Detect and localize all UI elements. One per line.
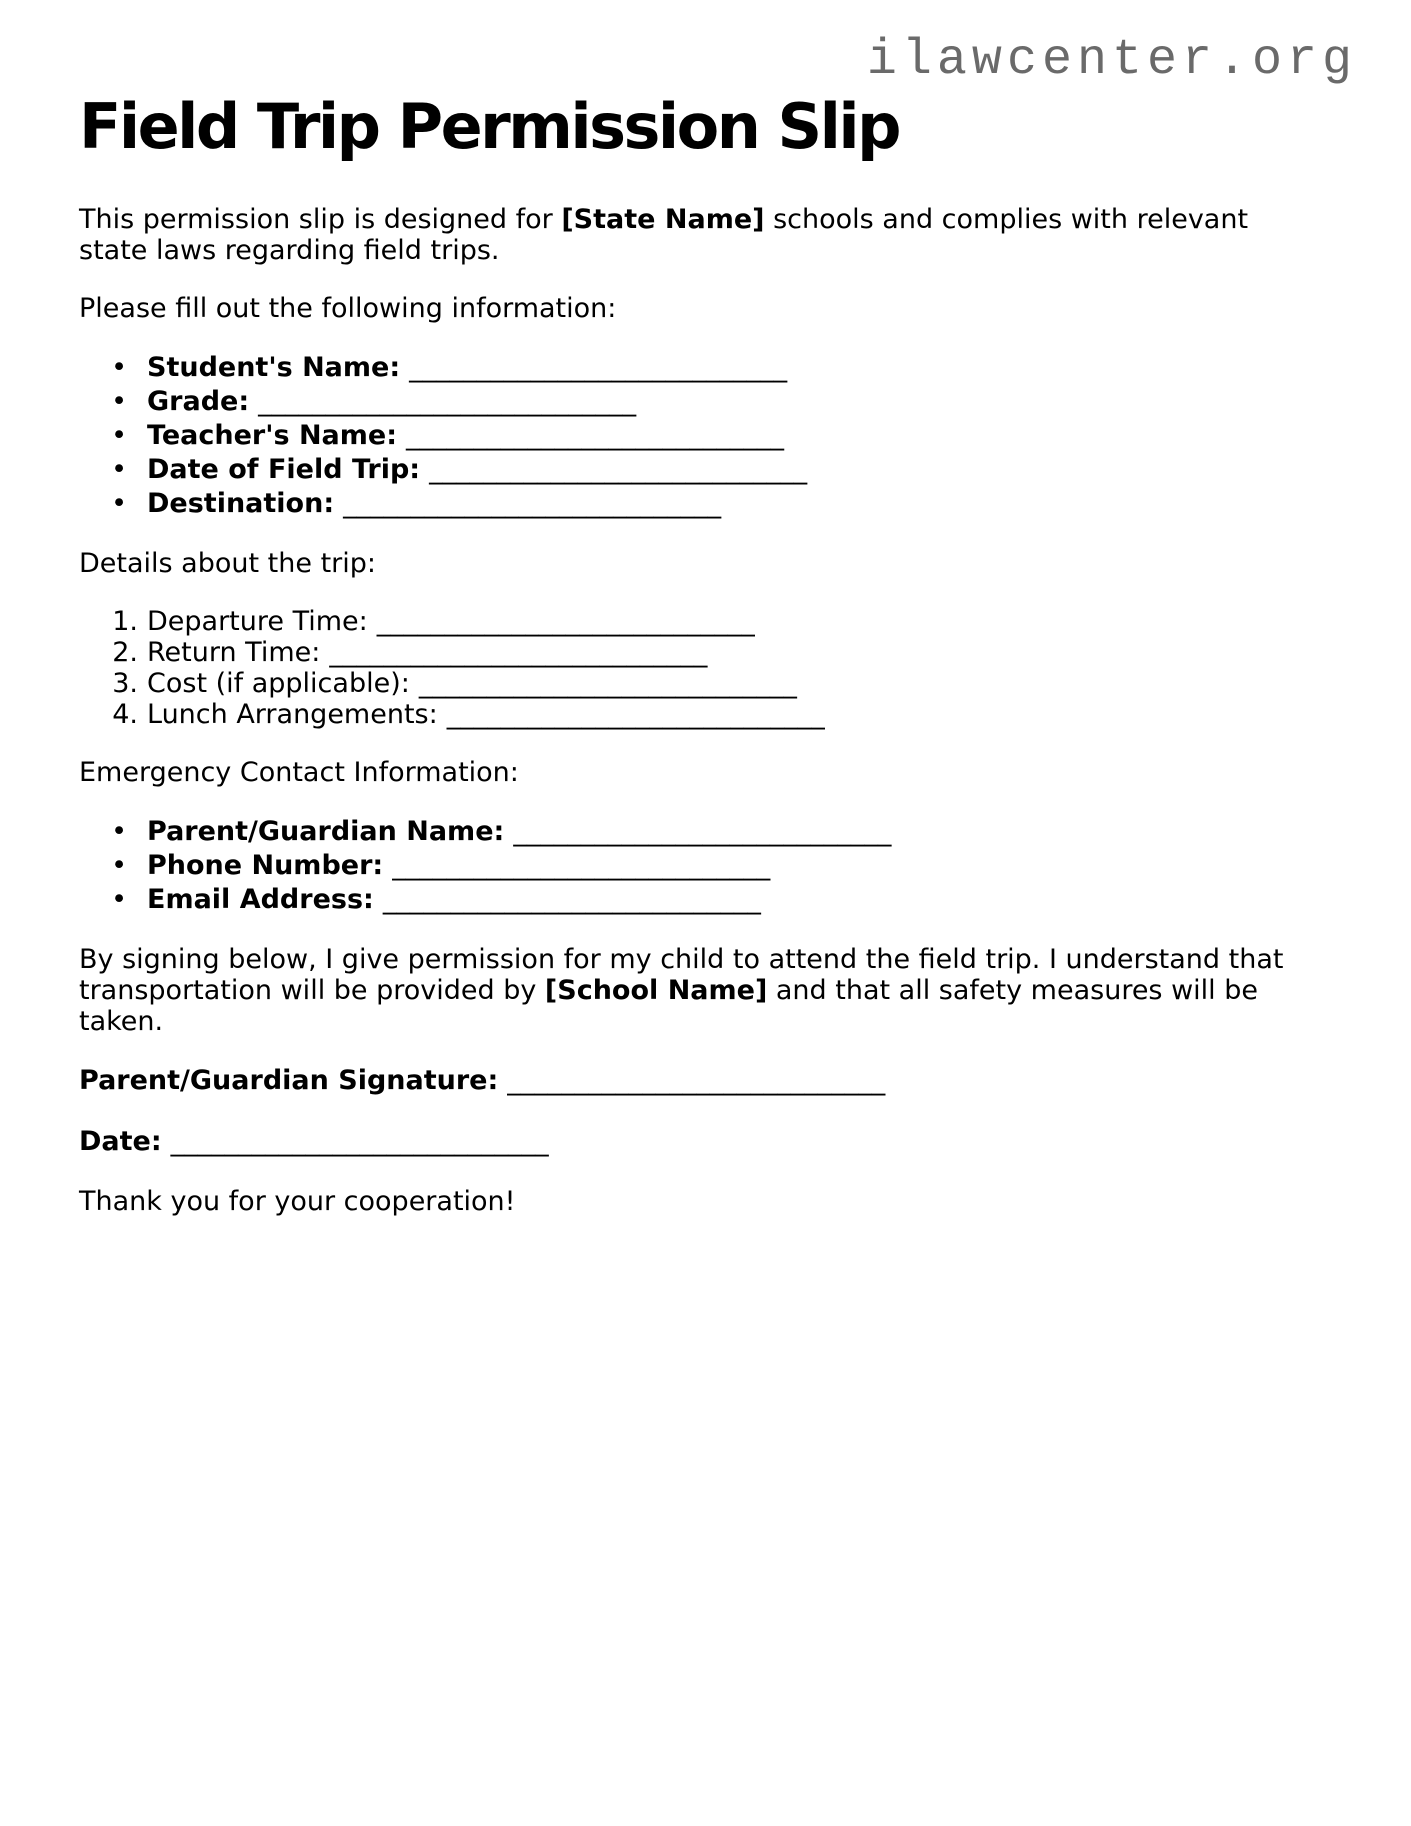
student-info-list (79, 351, 1314, 521)
blank-line: ____________________________ (409, 352, 788, 383)
field-label: Cost (if applicable): (147, 668, 410, 699)
field-label: Date of Field Trip: (147, 454, 421, 485)
details-heading: Details about the trip: (79, 548, 376, 579)
blank-line: ____________________________ (418, 668, 797, 699)
field-label: Return Time: (147, 637, 321, 668)
page-title: Field Trip Permission Slip (79, 90, 899, 163)
bullet-icon: • (111, 488, 127, 519)
state-name-placeholder: [State Name] (561, 204, 765, 235)
field-row-trip-date (79, 453, 1314, 487)
blank-line: ____________________________ (382, 884, 761, 915)
blank-line: ____________________________ (406, 420, 785, 451)
field-row-cost (79, 668, 1314, 699)
field-row-email-address (79, 883, 1314, 917)
date-row (79, 1125, 1314, 1159)
field-label: Student's Name: (147, 352, 401, 383)
blank-line: ____________________________ (329, 637, 708, 668)
signature-row (79, 1064, 1314, 1098)
intro-line2: state laws regarding field trips. (79, 235, 500, 266)
field-label: Grade: (147, 386, 250, 417)
blank-line: ____________________________ (392, 850, 771, 881)
bullet-icon: • (111, 386, 127, 417)
field-row-return-time (79, 637, 1314, 668)
date-label: Date: (79, 1126, 162, 1157)
bullet-icon: • (111, 454, 127, 485)
trip-details-list (79, 606, 1314, 730)
closing-message: Thank you for your cooperation! (79, 1186, 516, 1217)
field-label: Phone Number: (147, 850, 384, 881)
field-row-departure-time (79, 606, 1314, 637)
field-label: Lunch Arrangements: (147, 699, 438, 730)
blank-line: ____________________________ (513, 816, 892, 847)
bullet-icon: • (111, 816, 127, 847)
field-row-phone-number (79, 849, 1314, 883)
blank-line: ____________________________ (429, 454, 808, 485)
field-row-destination (79, 487, 1314, 521)
bullet-icon: • (111, 352, 127, 383)
intro-paragraph (79, 204, 1314, 266)
field-label: Teacher's Name: (147, 420, 398, 451)
emergency-heading: Emergency Contact Information: (79, 757, 519, 788)
blank-line: ____________________________ (258, 386, 637, 417)
field-row-lunch (79, 699, 1314, 730)
field-row-grade (79, 385, 1314, 419)
permission-line2-post: and that all safety measures will be (767, 975, 1259, 1006)
permission-line2-pre: transportation will be provided by (79, 975, 545, 1006)
date-blank-line: ____________________________ (170, 1126, 549, 1157)
permission-statement (79, 944, 1314, 1037)
permission-line3: taken. (79, 1006, 164, 1037)
field-label: Parent/Guardian Name: (147, 816, 505, 847)
intro-line1-pre: This permission slip is designed for (79, 204, 562, 235)
field-label: Departure Time: (147, 606, 368, 637)
number-label: 1. (112, 606, 138, 637)
school-name-placeholder: [School Name] (544, 975, 768, 1006)
field-row-student-name (79, 351, 1314, 385)
field-row-teacher-name (79, 419, 1314, 453)
blank-line: ____________________________ (343, 488, 722, 519)
signature-label: Parent/Guardian Signature: (79, 1065, 499, 1096)
bullet-icon: • (111, 850, 127, 881)
number-label: 3. (112, 668, 138, 699)
number-label: 4. (112, 699, 138, 730)
bullet-icon: • (111, 420, 127, 451)
blank-line: ____________________________ (446, 699, 825, 730)
bullet-icon: • (111, 884, 127, 915)
blank-line: ____________________________ (376, 606, 755, 637)
field-row-guardian-name (79, 815, 1314, 849)
number-label: 2. (112, 637, 138, 668)
emergency-contact-list (79, 815, 1314, 917)
watermark-ilawcenter: ilawcenter.org (866, 32, 1357, 89)
permission-line1: By signing below, I give permission for my child to attend the field trip. I understand that (79, 944, 1284, 975)
field-label: Email Address: (147, 884, 374, 915)
fill-prompt: Please fill out the following information: (79, 293, 617, 324)
intro-line1-post: schools and complies with relevant (764, 204, 1249, 235)
field-label: Destination: (147, 488, 335, 519)
signature-blank-line: ____________________________ (507, 1065, 886, 1096)
